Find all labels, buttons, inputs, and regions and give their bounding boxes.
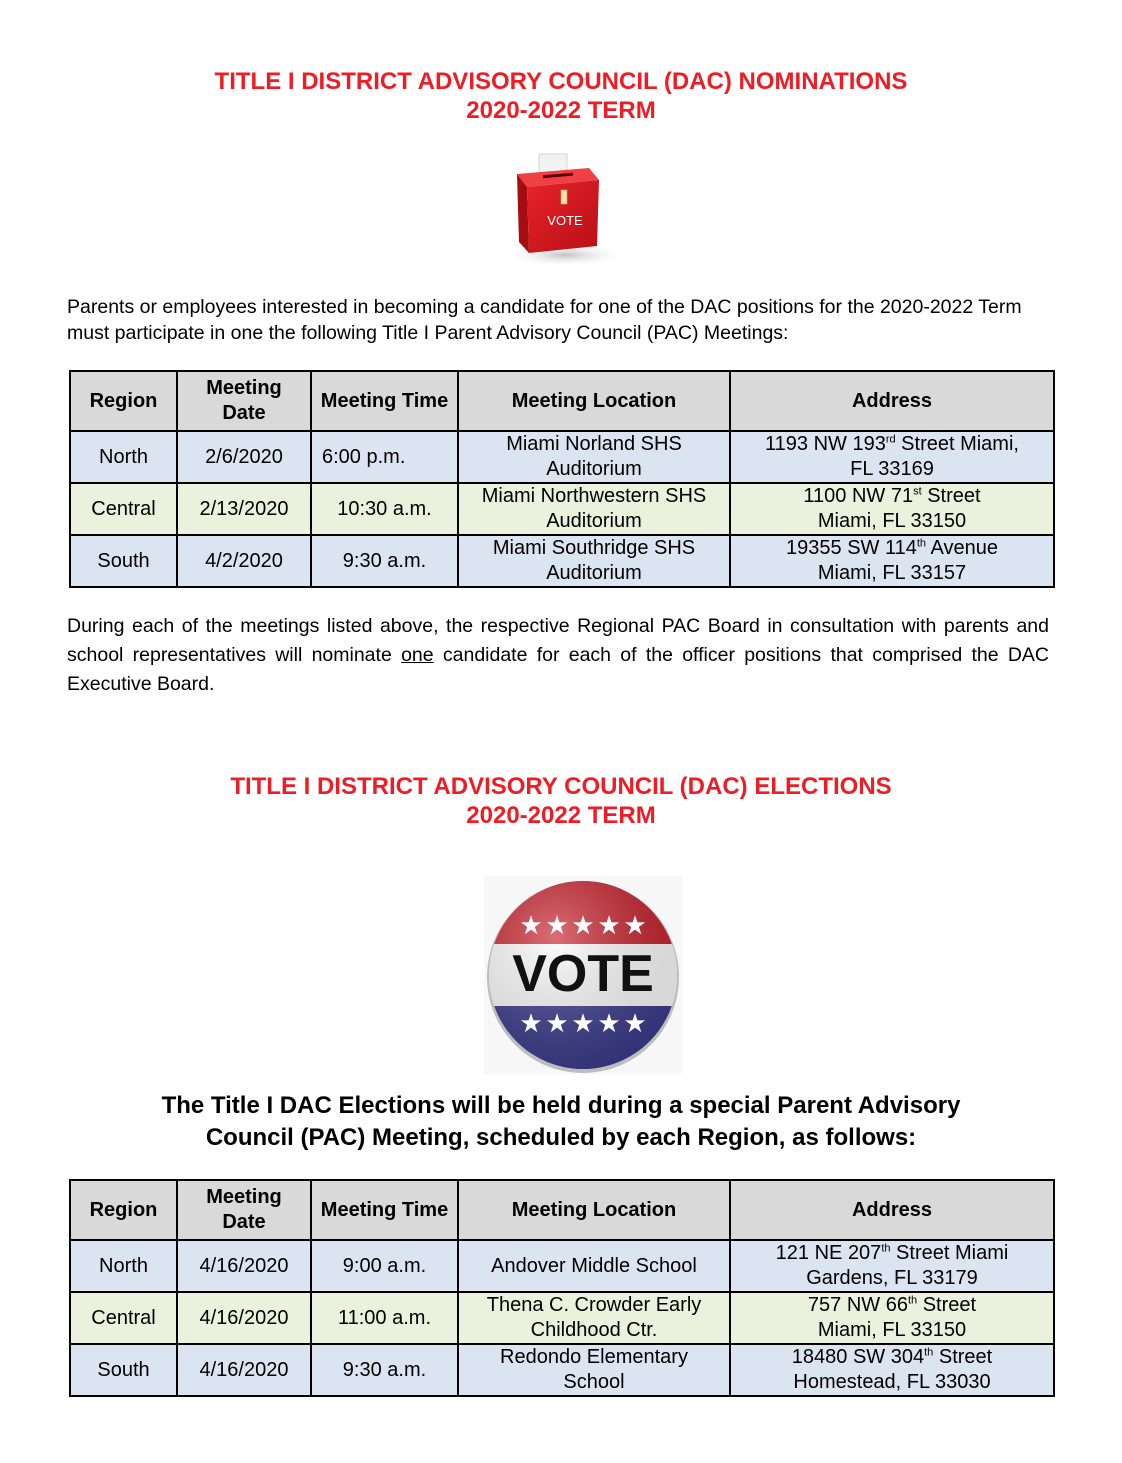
cell-region: Central — [70, 483, 177, 535]
cell-address: 757 NW 66th Street Miami, FL 33150 — [730, 1292, 1054, 1344]
nominations-title — [0, 67, 1122, 125]
svg-text:★: ★ — [519, 911, 543, 941]
cell-location: Andover Middle School — [458, 1240, 730, 1292]
table-header-row — [70, 371, 1054, 431]
header-meeting-time: Meeting Time — [311, 371, 458, 431]
header-meeting-time: Meeting Time — [311, 1180, 458, 1240]
cell-time: 9:00 a.m. — [311, 1240, 458, 1292]
cell-address: 18480 SW 304th Street Homestead, FL 33030 — [730, 1344, 1054, 1396]
table-row — [70, 1292, 1054, 1344]
cell-address: 19355 SW 114th Avenue Miami, FL 33157 — [730, 535, 1054, 587]
header-address: Address — [730, 1180, 1054, 1240]
table-row — [70, 483, 1054, 535]
intro-paragraph: Parents or employees interested in becoming a candidate for one of the DAC positions for the 2020-2022 Term must participate in one the following Title I Parent Advisory Council (PAC) Meetings: — [67, 296, 1022, 344]
cell-region: Central — [70, 1292, 177, 1344]
table-row — [70, 431, 1054, 483]
cell-time: 6:00 p.m. — [311, 431, 458, 483]
header-meeting-date: Meeting Date — [177, 371, 311, 431]
ballot-box-image — [497, 150, 637, 270]
cell-date: 2/6/2020 — [177, 431, 311, 483]
table-header-row — [70, 1180, 1054, 1240]
cell-address: 121 NE 207th Street Miami Gardens, FL 33179 — [730, 1240, 1054, 1292]
svg-text:★: ★ — [519, 1009, 543, 1039]
cell-date: 4/16/2020 — [177, 1292, 311, 1344]
table-row — [70, 1344, 1054, 1396]
svg-text:★: ★ — [597, 1009, 621, 1039]
cell-time: 9:30 a.m. — [311, 1344, 458, 1396]
svg-text:★: ★ — [571, 1009, 595, 1039]
ballot-box-label: VOTE — [547, 213, 583, 228]
cell-region: South — [70, 1344, 177, 1396]
nominations-title-line1: TITLE I DISTRICT ADVISORY COUNCIL (DAC) NOMINATIONS — [214, 68, 908, 95]
cell-time: 10:30 a.m. — [311, 483, 458, 535]
elections-subheading-line1: The Title I DAC Elections will be held during a special Parent Advisory — [161, 1092, 961, 1119]
cell-time: 9:30 a.m. — [311, 535, 458, 587]
header-meeting-location: Meeting Location — [458, 1180, 730, 1240]
header-address: Address — [730, 371, 1054, 431]
underlined-one: one — [401, 644, 434, 666]
cell-time: 11:00 a.m. — [311, 1292, 458, 1344]
header-region: Region — [70, 1180, 177, 1240]
cell-date: 4/16/2020 — [177, 1344, 311, 1396]
cell-location: Miami Northwestern SHS Auditorium — [458, 483, 730, 535]
cell-address: 1193 NW 193rd Street Miami, FL 33169 — [730, 431, 1054, 483]
table-row — [70, 1240, 1054, 1292]
svg-text:★: ★ — [571, 911, 595, 941]
svg-text:★: ★ — [545, 911, 569, 941]
vote-button-image — [484, 876, 682, 1074]
elections-subheading-line2: Council (PAC) Meeting, scheduled by each Region, as follows: — [205, 1124, 917, 1151]
cell-date: 4/2/2020 — [177, 535, 311, 587]
table-row — [70, 535, 1054, 587]
nomination-process-paragraph: During each of the meetings listed above, the respective Regional PAC Board in consultation with parents and school representatives will nominate one candidate for each of the officer positions that comprised the DAC Executive Board. — [67, 615, 1050, 695]
cell-location: Thena C. Crowder Early Childhood Ctr. — [458, 1292, 730, 1344]
svg-text:★: ★ — [597, 911, 621, 941]
svg-text:★: ★ — [545, 1009, 569, 1039]
svg-text:★: ★ — [623, 911, 647, 941]
elections-title-line2: 2020-2022 TERM — [466, 802, 656, 829]
vote-button-label: VOTE — [512, 945, 654, 1003]
header-meeting-date: Meeting Date — [177, 1180, 311, 1240]
cell-region: North — [70, 1240, 177, 1292]
elections-title-line1: TITLE I DISTRICT ADVISORY COUNCIL (DAC) ELECTIONS — [230, 773, 892, 800]
elections-table — [69, 1179, 1055, 1397]
header-meeting-location: Meeting Location — [458, 371, 730, 431]
cell-location: Miami Southridge SHS Auditorium — [458, 535, 730, 587]
elections-subheading — [0, 1090, 1122, 1154]
cell-date: 4/16/2020 — [177, 1240, 311, 1292]
cell-address: 1100 NW 71st Street Miami, FL 33150 — [730, 483, 1054, 535]
cell-location: Redondo Elementary School — [458, 1344, 730, 1396]
svg-text:★: ★ — [623, 1009, 647, 1039]
nominations-title-line2: 2020-2022 TERM — [466, 97, 656, 124]
header-region: Region — [70, 371, 177, 431]
nominations-table — [69, 370, 1055, 588]
elections-title — [0, 772, 1122, 830]
cell-location: Miami Norland SHS Auditorium — [458, 431, 730, 483]
cell-region: North — [70, 431, 177, 483]
cell-region: South — [70, 535, 177, 587]
cell-date: 2/13/2020 — [177, 483, 311, 535]
